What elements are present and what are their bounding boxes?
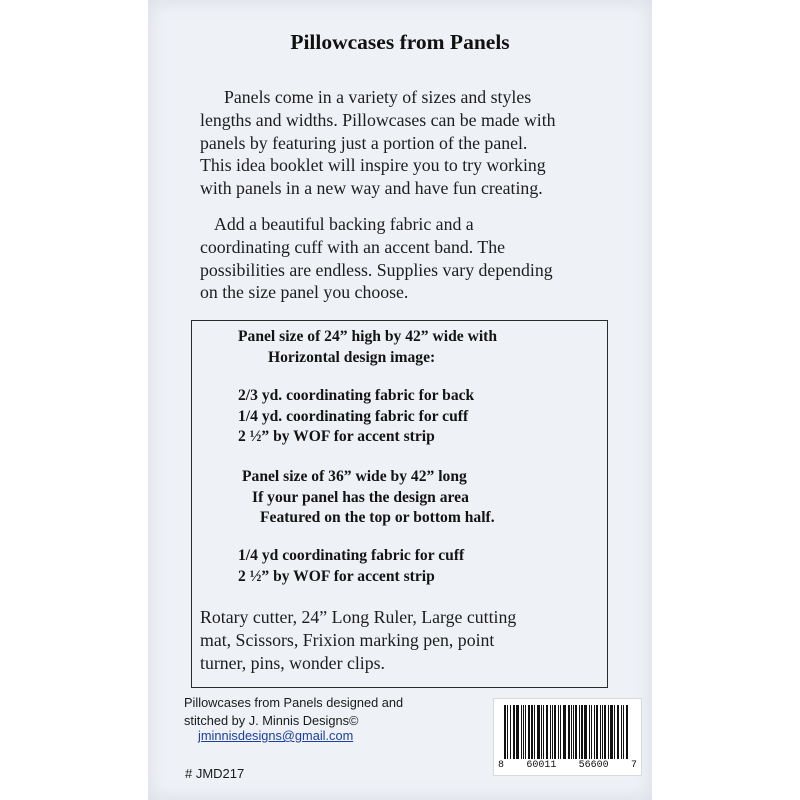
barcode-bar bbox=[504, 705, 506, 759]
barcode-bar bbox=[552, 705, 553, 759]
intro-paragraph bbox=[200, 86, 630, 200]
designer-credit bbox=[184, 694, 484, 729]
barcode-bar bbox=[568, 705, 570, 759]
barcode-bar bbox=[571, 705, 572, 759]
intro-line: panels by featuring just a portion of the panel. bbox=[200, 132, 528, 153]
credit-line: Pillowcases from Panels designed and bbox=[184, 695, 404, 710]
barcode-bar bbox=[516, 705, 519, 759]
barcode-bar bbox=[581, 705, 583, 759]
barcode-bar bbox=[510, 705, 511, 759]
barcode-bar bbox=[534, 705, 535, 759]
panel-24x42-supplies bbox=[238, 386, 474, 448]
barcode-bar bbox=[617, 705, 619, 759]
barcode-bar bbox=[537, 705, 540, 759]
barcode-bar bbox=[623, 705, 624, 759]
intro-line: with panels in a new way and have fun creating. bbox=[200, 178, 543, 199]
barcode-bar bbox=[531, 705, 533, 759]
backing-line: coordinating cuff with an accent band. The bbox=[200, 236, 505, 257]
intro-line: Panels come in a variety of sizes and styles bbox=[224, 87, 532, 107]
panel-24x42-heading bbox=[238, 327, 497, 368]
tools-line: mat, Scissors, Frixion marking pen, point bbox=[200, 629, 495, 650]
backing-line: possibilities are endless. Supplies vary depending bbox=[200, 259, 553, 280]
barcode-bar bbox=[579, 705, 580, 759]
barcode-bar bbox=[528, 705, 530, 759]
product-code: # JMD217 bbox=[185, 766, 245, 781]
barcode-bar bbox=[546, 705, 548, 759]
supply-item: 1/4 yd coordinating fabric for cuff bbox=[238, 547, 465, 564]
intro-line: This idea booklet will inspire you to try working bbox=[200, 155, 546, 176]
barcode-bar bbox=[523, 705, 524, 759]
backing-line: on the size panel you choose. bbox=[200, 282, 409, 303]
supply-item: 2 ½” by WOF for accent strip bbox=[238, 428, 435, 445]
barcode-bar bbox=[589, 705, 590, 759]
barcode-bar bbox=[604, 705, 606, 759]
barcode-digits bbox=[498, 760, 637, 771]
panel-heading-line: Featured on the top or bottom half. bbox=[260, 509, 495, 526]
supply-item: 2 ½” by WOF for accent strip bbox=[238, 567, 435, 585]
barcode-bar bbox=[600, 705, 601, 759]
barcode-digit-group: 8 bbox=[498, 760, 505, 771]
barcode-bar bbox=[591, 705, 592, 759]
barcode-bar bbox=[608, 705, 609, 759]
email-link[interactable]: jminnisdesigns@gmail.com bbox=[198, 728, 354, 743]
intro-line: lengths and widths. Pillowcases can be made with bbox=[200, 109, 556, 130]
panel-heading-line: Panel size of 24” high by 42” wide with bbox=[238, 328, 498, 345]
tools-paragraph bbox=[200, 606, 630, 674]
panel-36x42-supplies bbox=[238, 546, 464, 587]
barcode-bar bbox=[610, 705, 613, 759]
barcode-bar bbox=[558, 705, 559, 759]
barcode-bar bbox=[573, 705, 574, 759]
barcode-bar bbox=[584, 705, 587, 759]
barcode-bar bbox=[507, 705, 508, 759]
panel-heading-line: If your panel has the design area bbox=[252, 488, 469, 506]
barcode-bar bbox=[563, 705, 566, 759]
supply-item: 2/3 yd. coordinating fabric for back bbox=[238, 387, 475, 404]
barcode-digit-group: 56600 bbox=[578, 760, 609, 771]
barcode-digit-group: 60011 bbox=[526, 760, 557, 771]
page-title: Pillowcases from Panels bbox=[290, 30, 510, 54]
barcode-bar bbox=[602, 705, 603, 759]
barcode-bar bbox=[621, 705, 622, 759]
barcode-bar bbox=[543, 705, 544, 759]
barcode-bar bbox=[525, 705, 526, 759]
credit-line: stitched by J. Minnis Designs© bbox=[184, 712, 359, 728]
barcode-bar bbox=[594, 705, 595, 759]
barcode-bar bbox=[550, 705, 551, 759]
barcode-bar bbox=[560, 705, 561, 759]
barcode-bars bbox=[504, 705, 633, 759]
panel-36x42-heading bbox=[242, 467, 495, 529]
backing-paragraph bbox=[200, 213, 630, 304]
backing-line: Add a beautiful backing fabric and a bbox=[214, 214, 474, 234]
barcode-bar bbox=[626, 705, 628, 759]
barcode-bar bbox=[575, 705, 577, 759]
barcode-bar bbox=[596, 705, 598, 759]
panel-heading-line: Horizontal design image: bbox=[268, 348, 436, 366]
barcode bbox=[493, 698, 642, 776]
barcode-bar bbox=[521, 705, 522, 759]
barcode-bar bbox=[614, 705, 615, 759]
supply-item: 1/4 yd. coordinating fabric for cuff bbox=[238, 407, 469, 425]
panel-heading-line: Panel size of 36” wide by 42” long bbox=[242, 468, 467, 485]
barcode-bar bbox=[554, 705, 556, 759]
barcode-bar bbox=[513, 705, 515, 759]
barcode-bar bbox=[541, 705, 542, 759]
barcode-digit-group: 7 bbox=[630, 760, 637, 771]
tools-line: Rotary cutter, 24” Long Ruler, Large cutting bbox=[200, 607, 517, 627]
back-cover bbox=[148, 0, 652, 800]
tools-line: turner, pins, wonder clips. bbox=[200, 652, 385, 673]
